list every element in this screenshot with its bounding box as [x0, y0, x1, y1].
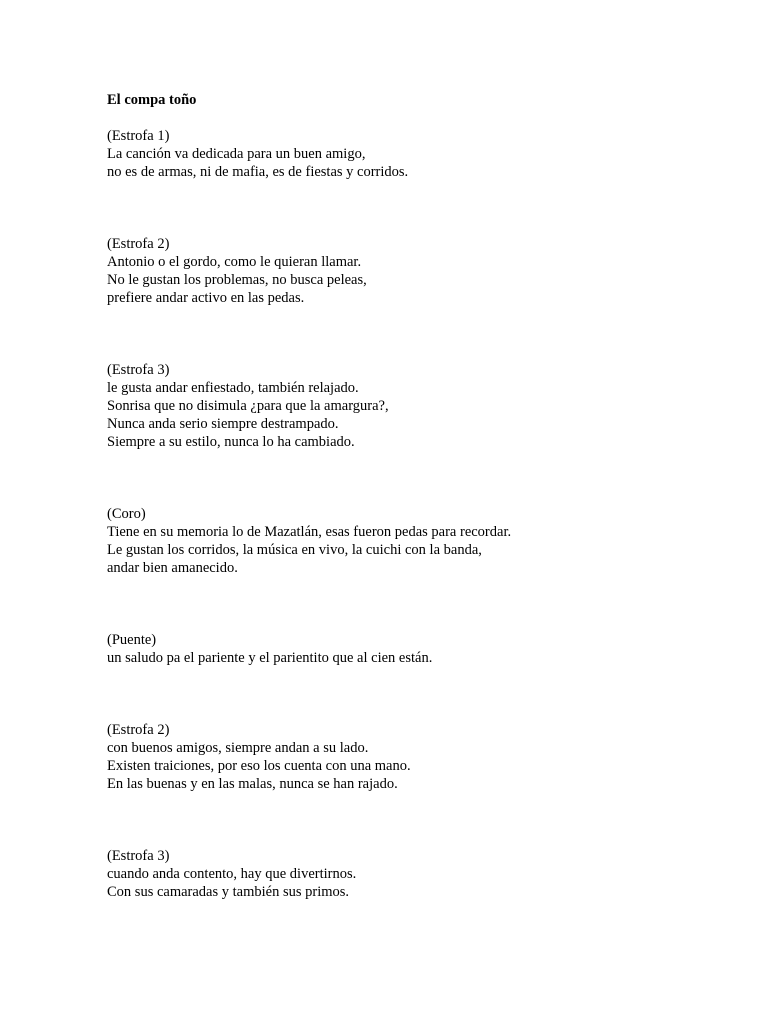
lyric-line: Siempre a su estilo, nunca lo ha cambiado. — [107, 434, 355, 450]
section-estrofa-3 — [107, 361, 727, 451]
lyric-line: prefiere andar activo en las pedas. — [107, 290, 305, 306]
section-estrofa-3-repeat — [107, 847, 727, 901]
section-label: (Estrofa 2) — [107, 722, 170, 738]
section-label: (Puente) — [107, 632, 157, 648]
lyric-line: un saludo pa el pariente y el parientito que al cien están. — [107, 650, 433, 666]
lyric-line: no es de armas, ni de mafia, es de fiestas y corridos. — [107, 164, 409, 180]
lyric-line: con buenos amigos, siempre andan a su lado. — [107, 740, 369, 756]
document-page — [107, 91, 727, 901]
section-label: (Estrofa 3) — [107, 362, 170, 378]
lyric-line: Nunca anda serio siempre destrampado. — [107, 416, 339, 432]
section-estrofa-2-repeat — [107, 721, 727, 793]
lyric-line: Sonrisa que no disimula ¿para que la amargura?, — [107, 398, 389, 414]
lyric-line: cuando anda contento, hay que divertirnos. — [107, 866, 357, 882]
lyric-line: Tiene en su memoria lo de Mazatlán, esas fueron pedas para recordar. — [107, 524, 512, 540]
lyric-line: Existen traiciones, por eso los cuenta con una mano. — [107, 758, 411, 774]
section-label: (Estrofa 3) — [107, 848, 170, 864]
lyric-line: Le gustan los corridos, la música en vivo, la cuichi con la banda, — [107, 542, 482, 558]
lyric-line: Antonio o el gordo, como le quieran llamar. — [107, 254, 362, 270]
lyric-line: En las buenas y en las malas, nunca se han rajado. — [107, 776, 398, 792]
lyric-line: Con sus camaradas y también sus primos. — [107, 884, 350, 900]
lyric-line: andar bien amanecido. — [107, 560, 238, 576]
section-label: (Estrofa 1) — [107, 128, 170, 144]
lyric-line: La canción va dedicada para un buen amigo, — [107, 146, 366, 162]
section-puente — [107, 631, 727, 667]
lyric-line: No le gustan los problemas, no busca peleas, — [107, 272, 367, 288]
section-coro — [107, 505, 727, 577]
section-label: (Coro) — [107, 506, 146, 522]
lyric-line: le gusta andar enfiestado, también relajado. — [107, 380, 359, 396]
section-label: (Estrofa 2) — [107, 236, 170, 252]
section-estrofa-2 — [107, 235, 727, 307]
document-title: El compa toño — [107, 92, 197, 108]
section-estrofa-1 — [107, 127, 727, 181]
